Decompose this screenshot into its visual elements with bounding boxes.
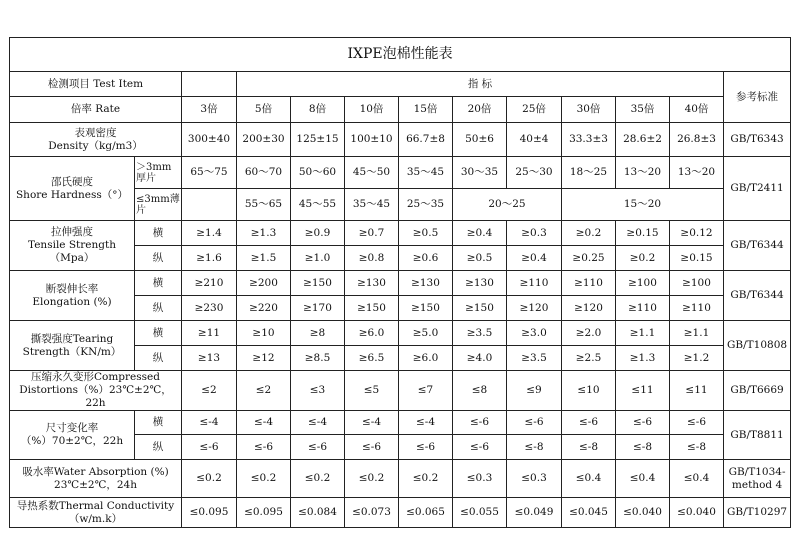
value-cell: ≥2.0 (562, 321, 616, 346)
value-cell: 25～35 (399, 189, 453, 221)
value-cell: ≥230 (182, 296, 237, 321)
value-cell: 45～55 (291, 189, 345, 221)
value-cell: ≤0.095 (182, 498, 237, 528)
value-cell: 100±10 (345, 123, 399, 157)
density-label-cn: 表观密度 (74, 126, 117, 139)
value-cell: ≤-6 (345, 435, 399, 460)
rate-cell: 3倍 (182, 97, 237, 123)
value-cell: ≥110 (507, 271, 562, 296)
header-row-1 (10, 72, 791, 97)
value-cell: ≤-6 (237, 435, 291, 460)
dimension-label-1: 尺寸变化率 (45, 422, 99, 434)
value-cell: ≤0.3 (453, 460, 507, 498)
rate-cell: 30倍 (562, 97, 616, 123)
direction-label: 纵 (135, 435, 182, 460)
value-cell: ≤2 (182, 371, 237, 411)
value-cell: ≤-6 (453, 411, 507, 435)
value-cell: ≥8.5 (291, 346, 345, 371)
rate-cell: 5倍 (237, 97, 291, 123)
standard-cell: GB/T6344 (724, 271, 791, 321)
value-cell: ≥0.25 (562, 246, 616, 271)
value-cell: ≤11 (670, 371, 724, 411)
thermal-label (10, 498, 182, 528)
density-row (10, 123, 791, 157)
value-cell: ≤0.2 (399, 460, 453, 498)
tensile-label-cn: 拉伸强度 (51, 226, 93, 238)
value-cell: ≥2.5 (562, 346, 616, 371)
value-cell: 45～50 (345, 157, 399, 189)
tearing-row-1 (10, 321, 791, 346)
value-cell: 300±40 (182, 123, 237, 157)
value-cell: ≥150 (345, 296, 399, 321)
value-cell: ≤0.2 (291, 460, 345, 498)
direction-label: 横 (135, 221, 182, 246)
performance-sheet (9, 37, 791, 545)
value-cell: ≤-6 (399, 435, 453, 460)
standard-cell: GB/T1034-method 4 (724, 460, 791, 498)
value-cell: 40±4 (507, 123, 562, 157)
thermal-label-2: （w/m.k） (68, 512, 123, 525)
thermal-row (10, 498, 791, 528)
standard-cell: GB/T6344 (724, 221, 791, 271)
tearing-label-2: Strength（KN/m） (22, 345, 122, 358)
value-cell: ≤3 (291, 371, 345, 411)
value-cell: ≤11 (616, 371, 670, 411)
rate-cell: 8倍 (291, 97, 345, 123)
compressed-row (10, 371, 791, 411)
elongation-label-cn: 断裂伸长率 (45, 282, 99, 295)
water-label-1: 吸水率Water Absorption (%) (22, 465, 169, 478)
value-cell: ≤-6 (507, 411, 562, 435)
value-cell: ≥12 (237, 346, 291, 371)
value-cell: ≤7 (399, 371, 453, 411)
dimension-row-1 (10, 411, 791, 435)
value-cell: 50～60 (291, 157, 345, 189)
value-cell: ≤-4 (237, 411, 291, 435)
value-cell: ≥120 (507, 296, 562, 321)
water-label-2: 23℃±2℃，24h (54, 478, 137, 491)
value-cell: ≥13 (182, 346, 237, 371)
value-cell: ≥10 (237, 321, 291, 346)
rate-cell: 35倍 (616, 97, 670, 123)
tearing-label (10, 321, 135, 371)
value-cell: ≤10 (562, 371, 616, 411)
value-cell: ≥0.7 (345, 221, 399, 246)
shore-thick-row (10, 157, 791, 189)
value-cell: ≤2 (237, 371, 291, 411)
water-row (10, 460, 791, 498)
value-cell: ≥110 (616, 296, 670, 321)
value-cell: ≥1.1 (616, 321, 670, 346)
direction-label: 横 (135, 321, 182, 346)
value-cell: ≥1.2 (670, 346, 724, 371)
table-title: IXPE泡棉性能表 (10, 38, 791, 72)
indicator-header: 指 标 (237, 72, 724, 97)
value-cell: ≥1.3 (237, 221, 291, 246)
value-cell: ≥110 (670, 296, 724, 321)
value-cell: ≤-4 (345, 411, 399, 435)
value-cell: ≤0.095 (237, 498, 291, 528)
value-cell: ≤-4 (182, 411, 237, 435)
direction-label: 纵 (135, 346, 182, 371)
direction-label: 纵 (135, 246, 182, 271)
value-cell: ≤-6 (562, 411, 616, 435)
value-cell: ≥1.0 (291, 246, 345, 271)
value-cell: ≤0.3 (507, 460, 562, 498)
value-cell: 13～20 (670, 157, 724, 189)
value-cell: 55～65 (237, 189, 291, 221)
value-cell: ≥0.2 (616, 246, 670, 271)
standard-cell: GB/T10808 (724, 321, 791, 371)
header-row-2 (10, 97, 791, 123)
value-cell: ≤0.4 (562, 460, 616, 498)
value-cell: ≥120 (562, 296, 616, 321)
value-cell: ≥0.5 (399, 221, 453, 246)
value-cell: ≥0.4 (453, 221, 507, 246)
value-cell: ≥170 (291, 296, 345, 321)
dimension-label-2: （%）70±2℃，22h (20, 435, 124, 447)
value-cell: 125±15 (291, 123, 345, 157)
value-cell: ≥6.5 (345, 346, 399, 371)
value-cell: ≥0.9 (291, 221, 345, 246)
header-blank-cell (182, 72, 237, 97)
value-cell: ≥150 (453, 296, 507, 321)
value-cell: ≤-6 (670, 411, 724, 435)
value-cell: ≤0.073 (345, 498, 399, 528)
value-cell: ≥0.12 (670, 221, 724, 246)
standard-cell: GB/T6343 (724, 123, 791, 157)
value-cell: 20～25 (453, 189, 562, 221)
value-cell: ≥0.4 (507, 246, 562, 271)
value-cell: ≥0.8 (345, 246, 399, 271)
value-cell: ≥210 (182, 271, 237, 296)
tensile-label-en: Tensile Strength（Mpa） (28, 239, 116, 264)
value-cell: ≥11 (182, 321, 237, 346)
dimension-label (10, 411, 135, 460)
thick-sheet-label: ＞3mm厚片 (135, 157, 182, 189)
direction-label: 纵 (135, 296, 182, 321)
ixpe-performance-table (9, 37, 791, 528)
value-cell: ≥130 (399, 271, 453, 296)
value-cell: ≥100 (616, 271, 670, 296)
value-cell: ≥1.3 (616, 346, 670, 371)
value-cell: ≥150 (291, 271, 345, 296)
rate-cell: 25倍 (507, 97, 562, 123)
value-cell: ≤0.055 (453, 498, 507, 528)
value-cell: ≥130 (453, 271, 507, 296)
value-cell: ≤0.2 (182, 460, 237, 498)
value-cell: ≤0.040 (670, 498, 724, 528)
value-cell: ≤-8 (670, 435, 724, 460)
value-cell: 28.6±2 (616, 123, 670, 157)
tearing-label-1: 撕裂强度Tearing (30, 332, 114, 345)
shore-label-en: Shore Hardness（°） (15, 188, 128, 201)
value-cell: ≤-8 (507, 435, 562, 460)
value-cell: 18～25 (562, 157, 616, 189)
value-cell: 200±30 (237, 123, 291, 157)
value-cell: ≥1.4 (182, 221, 237, 246)
value-cell: ≥3.5 (507, 346, 562, 371)
compressed-label (10, 371, 182, 411)
value-cell: ≥0.15 (616, 221, 670, 246)
value-cell: ≤0.049 (507, 498, 562, 528)
rate-cell: 10倍 (345, 97, 399, 123)
rate-cell: 40倍 (670, 97, 724, 123)
value-cell: 25～30 (507, 157, 562, 189)
value-cell: ≤0.045 (562, 498, 616, 528)
rate-cell: 15倍 (399, 97, 453, 123)
value-cell: ≥0.5 (453, 246, 507, 271)
thermal-label-1: 导热系数Thermal Conductivity (16, 499, 175, 512)
shore-label (10, 157, 135, 221)
value-cell: 35～45 (345, 189, 399, 221)
direction-label: 横 (135, 411, 182, 435)
density-label-en: Density（kg/m3） (48, 139, 143, 152)
elongation-row-1 (10, 271, 791, 296)
value-cell: 50±6 (453, 123, 507, 157)
value-cell: 13～20 (616, 157, 670, 189)
value-cell: 66.7±8 (399, 123, 453, 157)
value-cell: ≥1.5 (237, 246, 291, 271)
value-cell: ≤8 (453, 371, 507, 411)
value-cell: ≤-4 (291, 411, 345, 435)
value-cell: ≤-6 (453, 435, 507, 460)
standard-cell: GB/T10297 (724, 498, 791, 528)
value-cell: ≤9 (507, 371, 562, 411)
tensile-label (10, 221, 135, 271)
standard-cell: GB/T6669 (724, 371, 791, 411)
value-cell: ≥1.1 (670, 321, 724, 346)
value-cell: 60～70 (237, 157, 291, 189)
shore-label-cn: 邵氏硬度 (51, 175, 93, 188)
value-cell: ≥6.0 (345, 321, 399, 346)
value-cell: ≤-6 (291, 435, 345, 460)
value-cell: 65～75 (182, 157, 237, 189)
value-cell: ≤0.2 (345, 460, 399, 498)
standard-header: 参考标准 (724, 72, 791, 123)
elongation-label (10, 271, 135, 321)
value-cell: ≥5.0 (399, 321, 453, 346)
value-cell: ≥8 (291, 321, 345, 346)
value-cell: ≤0.4 (616, 460, 670, 498)
value-cell: ≥110 (562, 271, 616, 296)
value-cell: ≥220 (237, 296, 291, 321)
value-cell: ≥0.15 (670, 246, 724, 271)
direction-label: 横 (135, 271, 182, 296)
value-cell: ≥0.6 (399, 246, 453, 271)
rate-cell: 20倍 (453, 97, 507, 123)
value-cell: 26.8±3 (670, 123, 724, 157)
value-cell: ≥0.3 (507, 221, 562, 246)
value-cell: ≥6.0 (399, 346, 453, 371)
value-cell: ≤5 (345, 371, 399, 411)
rate-header: 倍率 Rate (10, 97, 182, 123)
standard-cell: GB/T2411 (724, 157, 791, 221)
value-cell: ≤0.040 (616, 498, 670, 528)
tensile-row-1 (10, 221, 791, 246)
value-cell: ≤-4 (399, 411, 453, 435)
value-cell: 30～35 (453, 157, 507, 189)
value-cell: ≤0.4 (670, 460, 724, 498)
value-cell: ≥4.0 (453, 346, 507, 371)
compressed-label-1: 压缩永久变形Compressed (31, 371, 160, 383)
value-cell: ≥3.0 (507, 321, 562, 346)
standard-cell: GB/T8811 (724, 411, 791, 460)
value-cell: ≤-6 (182, 435, 237, 460)
value-cell: ≤0.084 (291, 498, 345, 528)
value-cell: 15～20 (562, 189, 724, 221)
value-cell: ≤-8 (562, 435, 616, 460)
water-label (10, 460, 182, 498)
value-cell: ≥130 (345, 271, 399, 296)
value-cell: ≤0.065 (399, 498, 453, 528)
value-cell (182, 189, 237, 221)
thin-sheet-label: ≤3mm薄片 (135, 189, 182, 221)
value-cell: ≥100 (670, 271, 724, 296)
value-cell: ≥150 (399, 296, 453, 321)
test-item-header: 检测项目 Test Item (10, 72, 182, 97)
compressed-label-2: Distortions（%）23℃±2℃，22h (19, 384, 172, 409)
elongation-label-en: Elongation (%) (32, 295, 112, 308)
title-row (10, 38, 791, 72)
value-cell: 33.3±3 (562, 123, 616, 157)
value-cell: ≥0.2 (562, 221, 616, 246)
value-cell: ≥1.6 (182, 246, 237, 271)
value-cell: ≤0.2 (237, 460, 291, 498)
value-cell: 35～45 (399, 157, 453, 189)
density-label (10, 123, 182, 157)
value-cell: ≤-8 (616, 435, 670, 460)
value-cell: ≥3.5 (453, 321, 507, 346)
value-cell: ≥200 (237, 271, 291, 296)
value-cell: ≤-6 (616, 411, 670, 435)
